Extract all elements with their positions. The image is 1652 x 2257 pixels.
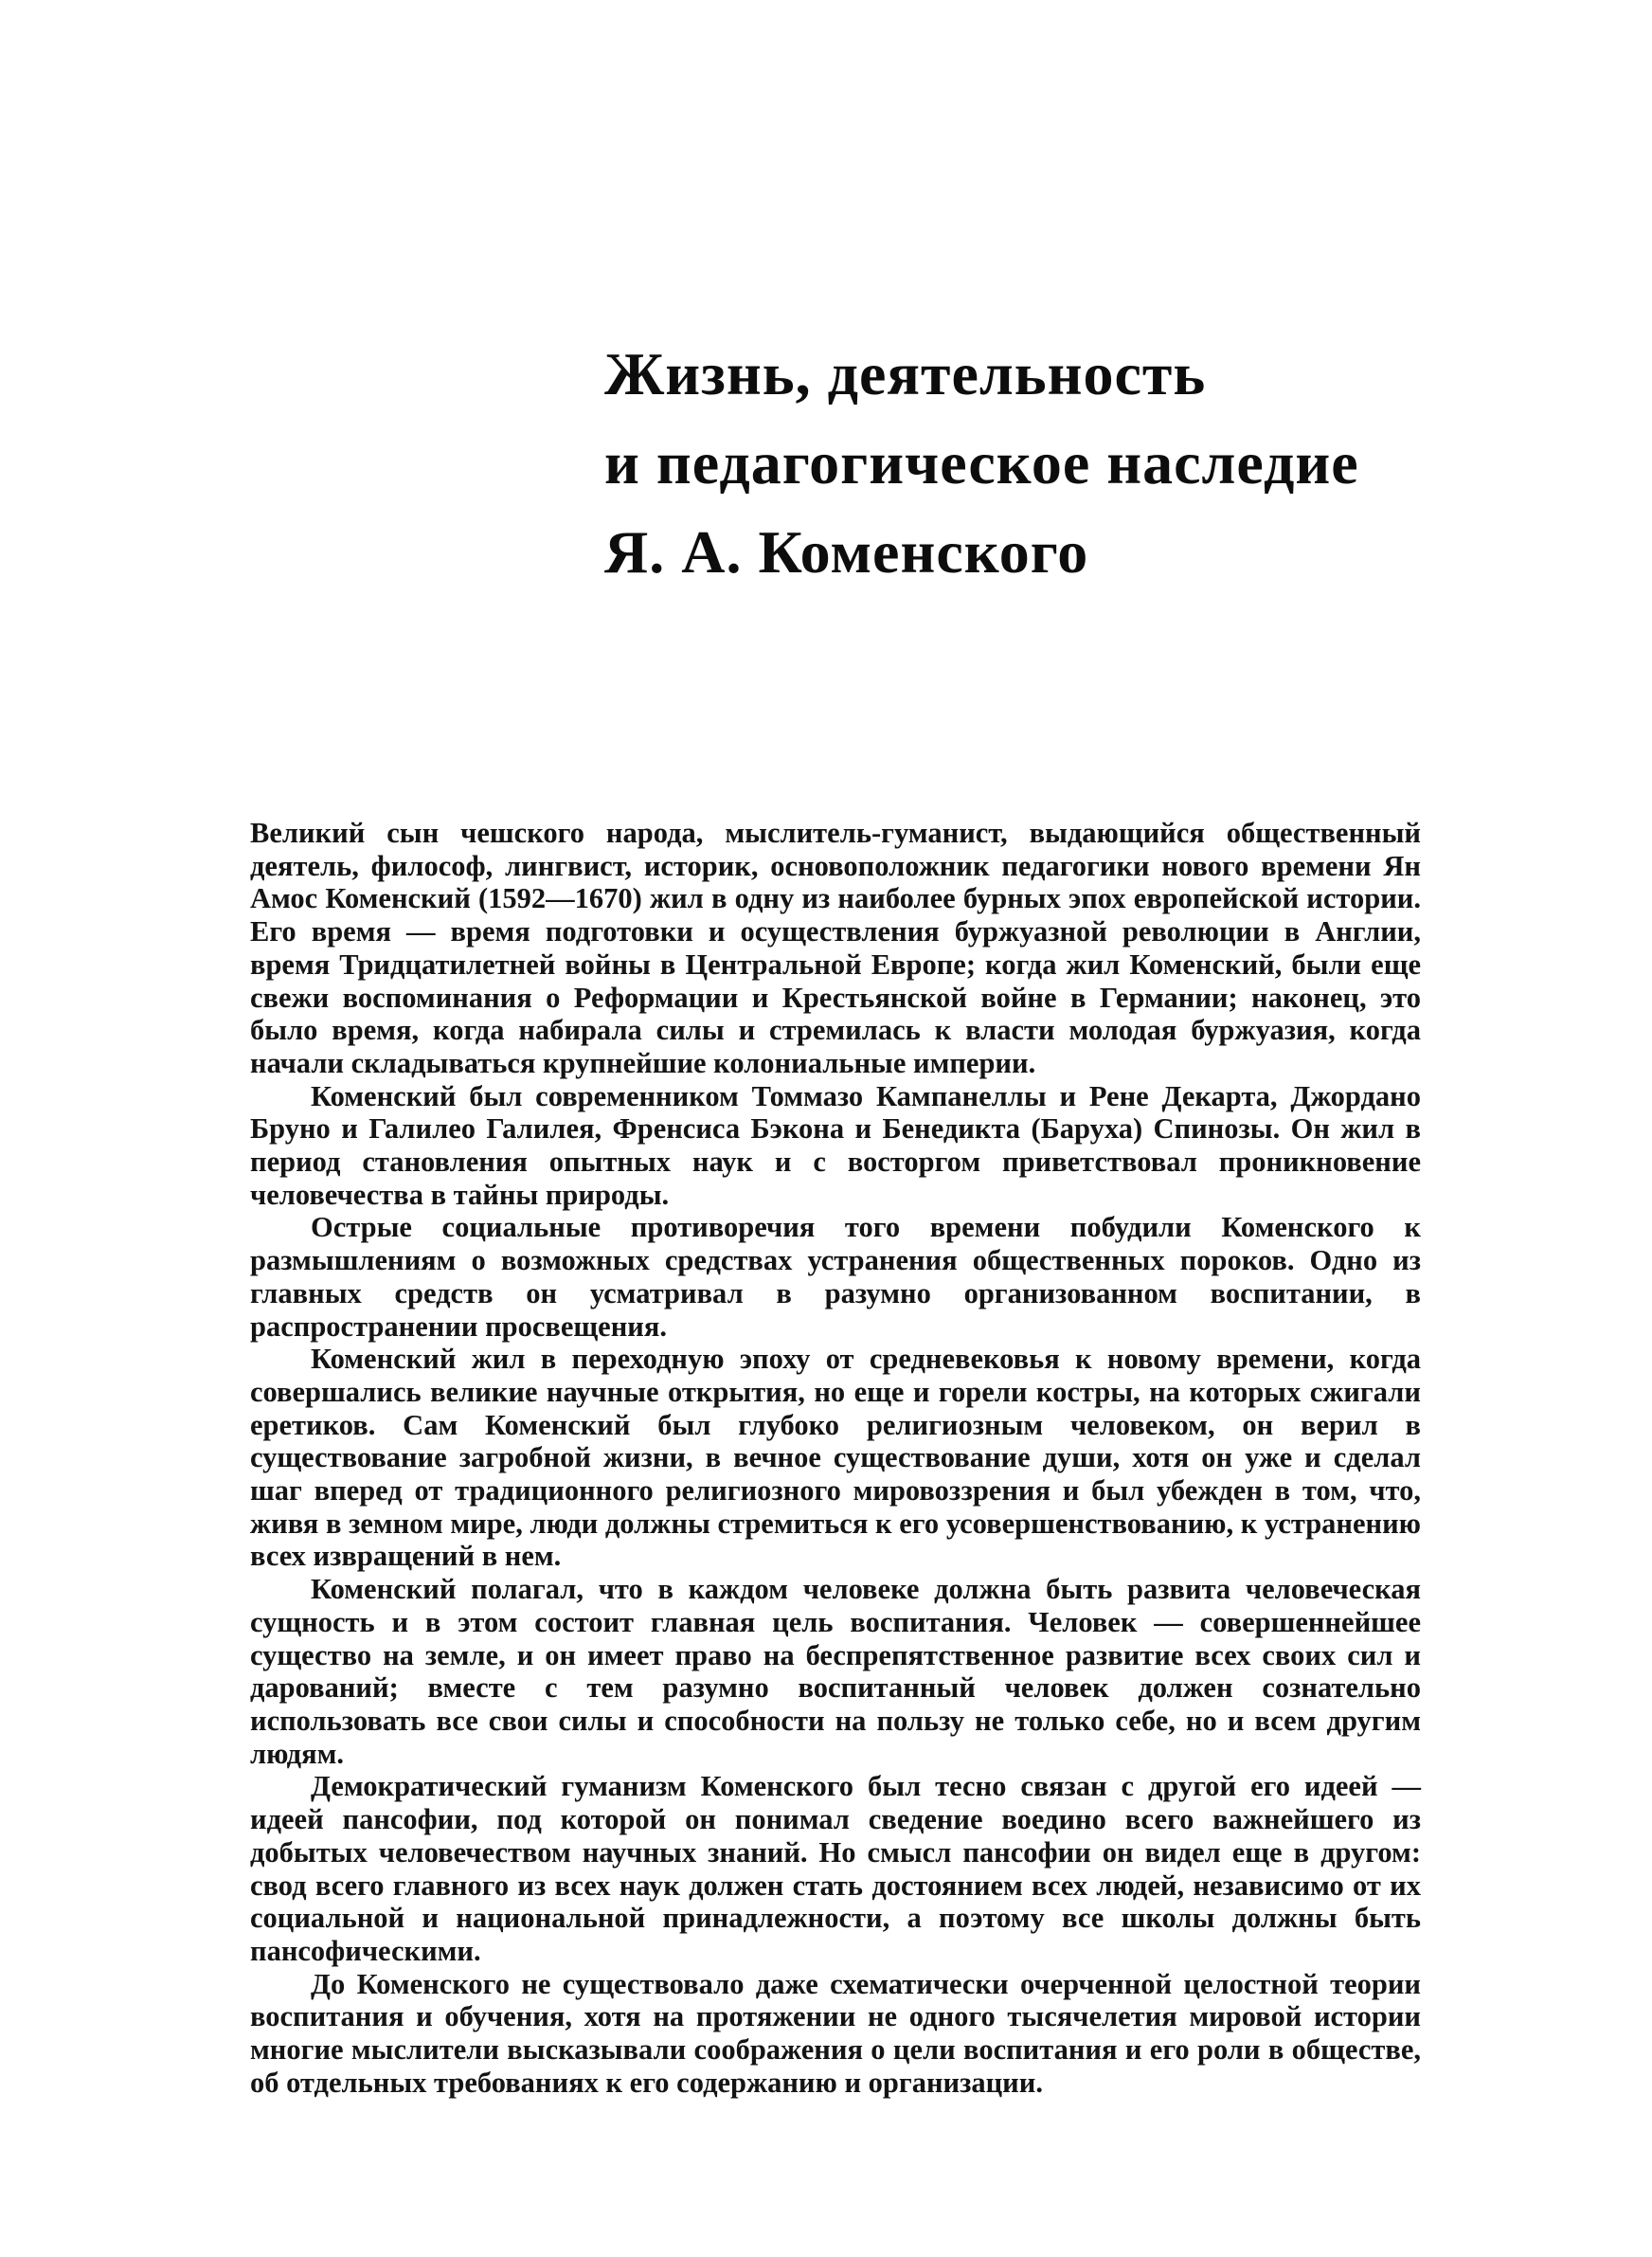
chapter-title — [604, 330, 1457, 597]
paragraph-4: Коменский жил в переходную эпоху от средневековья к новому времени, когда совершались великие научные открытия, но еще и горели костры, на которых сжигали еретиков. Сам Коменский был глубоко религиозным человеком, он верил в существование загробной жизни, в вечное существование души, хотя он уже и сделал шаг вперед от традиционного религиозного мировоззрения и был убежден в том, что, живя в земном мире, люди должны стремиться к его усовершенствованию, к устранению всех извращений в нем. — [250, 1343, 1421, 1573]
paragraph-5: Коменский полагал, что в каждом человеке должна быть развита человеческая сущность и в этом состоит главная цель воспитания. Человек — совершеннейшее существо на земле, и он имеет право на беспрепятственное развитие всех своих сил и дарований; вместе с тем разумно воспитанный человек должен сознательно использовать все свои силы и способности на пользу не только себе, но и всем другим людям. — [250, 1573, 1421, 1770]
paragraph-2: Коменский был современником Томмазо Кампанеллы и Рене Декарта, Джордано Бруно и Галилео Галилея, Френсиса Бэкона и Бенедикта (Баруха) Спинозы. Он жил в период становления опытных наук и с восторгом приветствовал проникновение человечества в тайны природы. — [250, 1079, 1421, 1211]
chapter-title-line-2: и педагогическое наследие — [604, 429, 1359, 497]
paragraph-7: До Коменского не существовало даже схематически очерченной целостной теории воспитания и обучения, хотя на протяжении не одного тысячелетия мировой истории многие мыслители высказывали соображения о цели воспитания и его роли в обществе, об отдельных требованиях к его содержанию и организации. — [250, 1967, 1421, 2099]
chapter-title-line-3: Я. А. Коменского — [604, 518, 1089, 586]
paragraph-6: Демократический гуманизм Коменского был тесно связан с другой его идеей — идеей пансофии, под которой он понимал сведение воедино всего важнейшего из добытых человечеством научных знаний. Но смысл пансофии он видел еще в другом: свод всего главного из всех наук должен стать достоянием всех людей, независимо от их социальной и национальной принадлежности, а поэтому все школы должны быть пансофическими. — [250, 1770, 1421, 1967]
paragraph-1: Великий сын чешского народа, мыслитель-гуманист, выдающийся общественный деятель, философ, лингвист, историк, основоположник педагогики нового времени Ян Амос Коменский (1592—1670) жил в одну из наиболее бурных эпох европейской истории. Его время — время подготовки и осуществления буржуазной революции в Англии, время Тридцатилетней войны в Центральной Европе; когда жил Коменский, были еще свежи воспоминания о Реформации и Крестьянской войне в Германии; наконец, это было время, когда набирала силы и стремилась к власти молодая буржуазия, когда начали складываться крупнейшие колониальные империи. — [250, 817, 1421, 1079]
chapter-body — [250, 817, 1421, 2099]
paragraph-3: Острые социальные противоречия того времени побудили Коменского к размышлениям о возможных средствах устранения общественных пороков. Одно из главных средств он усматривал в разумно организованном воспитании, в распространении просвещения. — [250, 1211, 1421, 1343]
chapter-title-line-1: Жизнь, деятельность — [604, 340, 1207, 407]
